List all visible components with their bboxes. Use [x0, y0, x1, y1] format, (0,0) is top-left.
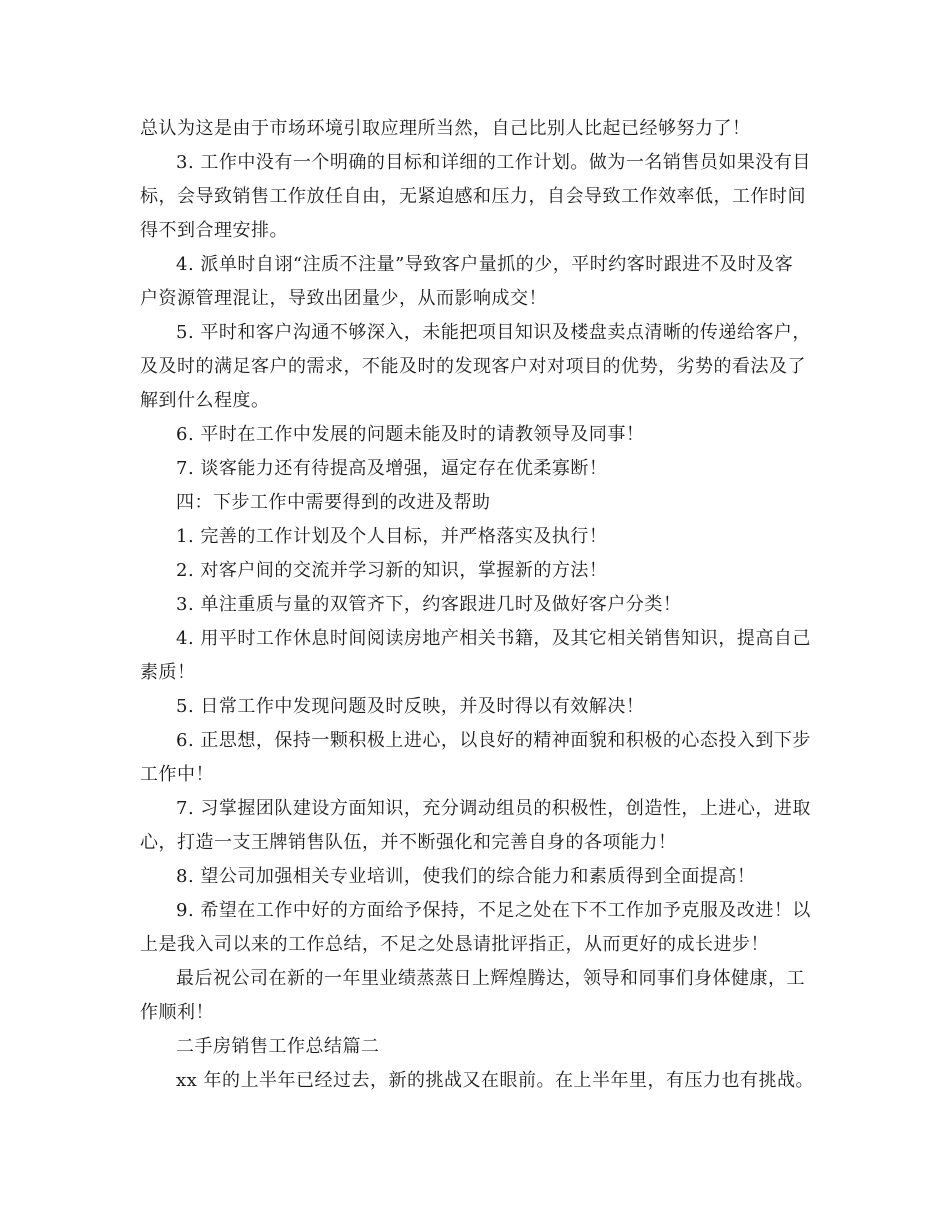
text-line: 4. 派单时自诩“注质不注量”导致客户量抓的少，平时约客时跟进不及时及客	[176, 254, 794, 275]
text-line: 5. 日常工作中发现问题及时反映，并及时得以有效解决！	[176, 696, 645, 717]
text-line: 7. 谈客能力还有待提高及增强，逼定存在优柔寡断！	[176, 458, 608, 479]
text-line: 2. 对客户间的交流并学习新的知识，掌握新的方法！	[176, 560, 608, 581]
text-line: 心，打造一支王牌销售队伍，并不断强化和完善自身的各项能力！	[140, 832, 677, 853]
text-line: 得不到合理安排。	[140, 220, 288, 241]
text-line: 最后祝公司在新的一年里业绩蒸蒸日上辉煌腾达，领导和同事们身体健康，工	[176, 968, 805, 989]
text-line: 户资源管理混让，导致出团量少，从而影响成交！	[140, 288, 547, 309]
text-line: 二手房销售工作总结篇二	[176, 1036, 380, 1057]
text-line: 1. 完善的工作计划及个人目标，并严格落实及执行！	[176, 526, 608, 547]
text-line: 四：下步工作中需要得到的改进及帮助	[176, 492, 491, 513]
text-line: 解到什么程度。	[140, 390, 270, 411]
text-line: 3. 工作中没有一个明确的目标和详细的工作计划。做为一名销售员如果没有目	[176, 152, 811, 173]
text-line: 5. 平时和客户沟通不够深入，未能把项目知识及楼盘卖点清晰的传递给客户，	[176, 322, 811, 343]
text-line: 标，会导致销售工作放任自由，无紧迫感和压力，自会导致工作效率低，工作时间	[140, 186, 806, 207]
text-line: 3. 单注重质与量的双管齐下，约客跟进几时及做好客户分类！	[176, 594, 682, 615]
text-line: 8. 望公司加强相关专业培训，使我们的综合能力和素质得到全面提高！	[176, 866, 756, 887]
text-line: 总认为这是由于市场环境引取应理所当然，自己比别人比起已经够努力了！	[140, 118, 751, 139]
text-line: 上是我入司以来的工作总结，不足之处恳请批评指正，从而更好的成长进步！	[140, 934, 769, 955]
text-line: 7. 习掌握团队建设方面知识，充分调动组员的积极性，创造性，上进心，进取	[176, 798, 811, 819]
text-line: 工作中！	[140, 764, 214, 785]
text-line: 6. 平时在工作中发展的问题未能及时的请教领导及同事！	[176, 424, 645, 445]
text-line: 作顺利！	[140, 1002, 214, 1023]
document-body	[140, 112, 815, 1098]
text-line: 及及时的满足客户的需求，不能及时的发现客户对对项目的优势，劣势的看法及了	[140, 356, 806, 377]
text-line: 素质！	[140, 662, 196, 683]
text-line: 6. 正思想，保持一颗积极上进心，以良好的精神面貌和积极的心态投入到下步	[176, 730, 811, 751]
text-line: xx 年的上半年已经过去，新的挑战又在眼前。在上半年里，有压力也有挑战。	[176, 1070, 815, 1091]
text-line: 4. 用平时工作休息时间阅读房地产相关书籍，及其它相关销售知识，提高自己	[176, 628, 811, 649]
text-line: 9. 希望在工作中好的方面给予保持，不足之处在下不工作加予克服及改进！以	[176, 900, 811, 921]
